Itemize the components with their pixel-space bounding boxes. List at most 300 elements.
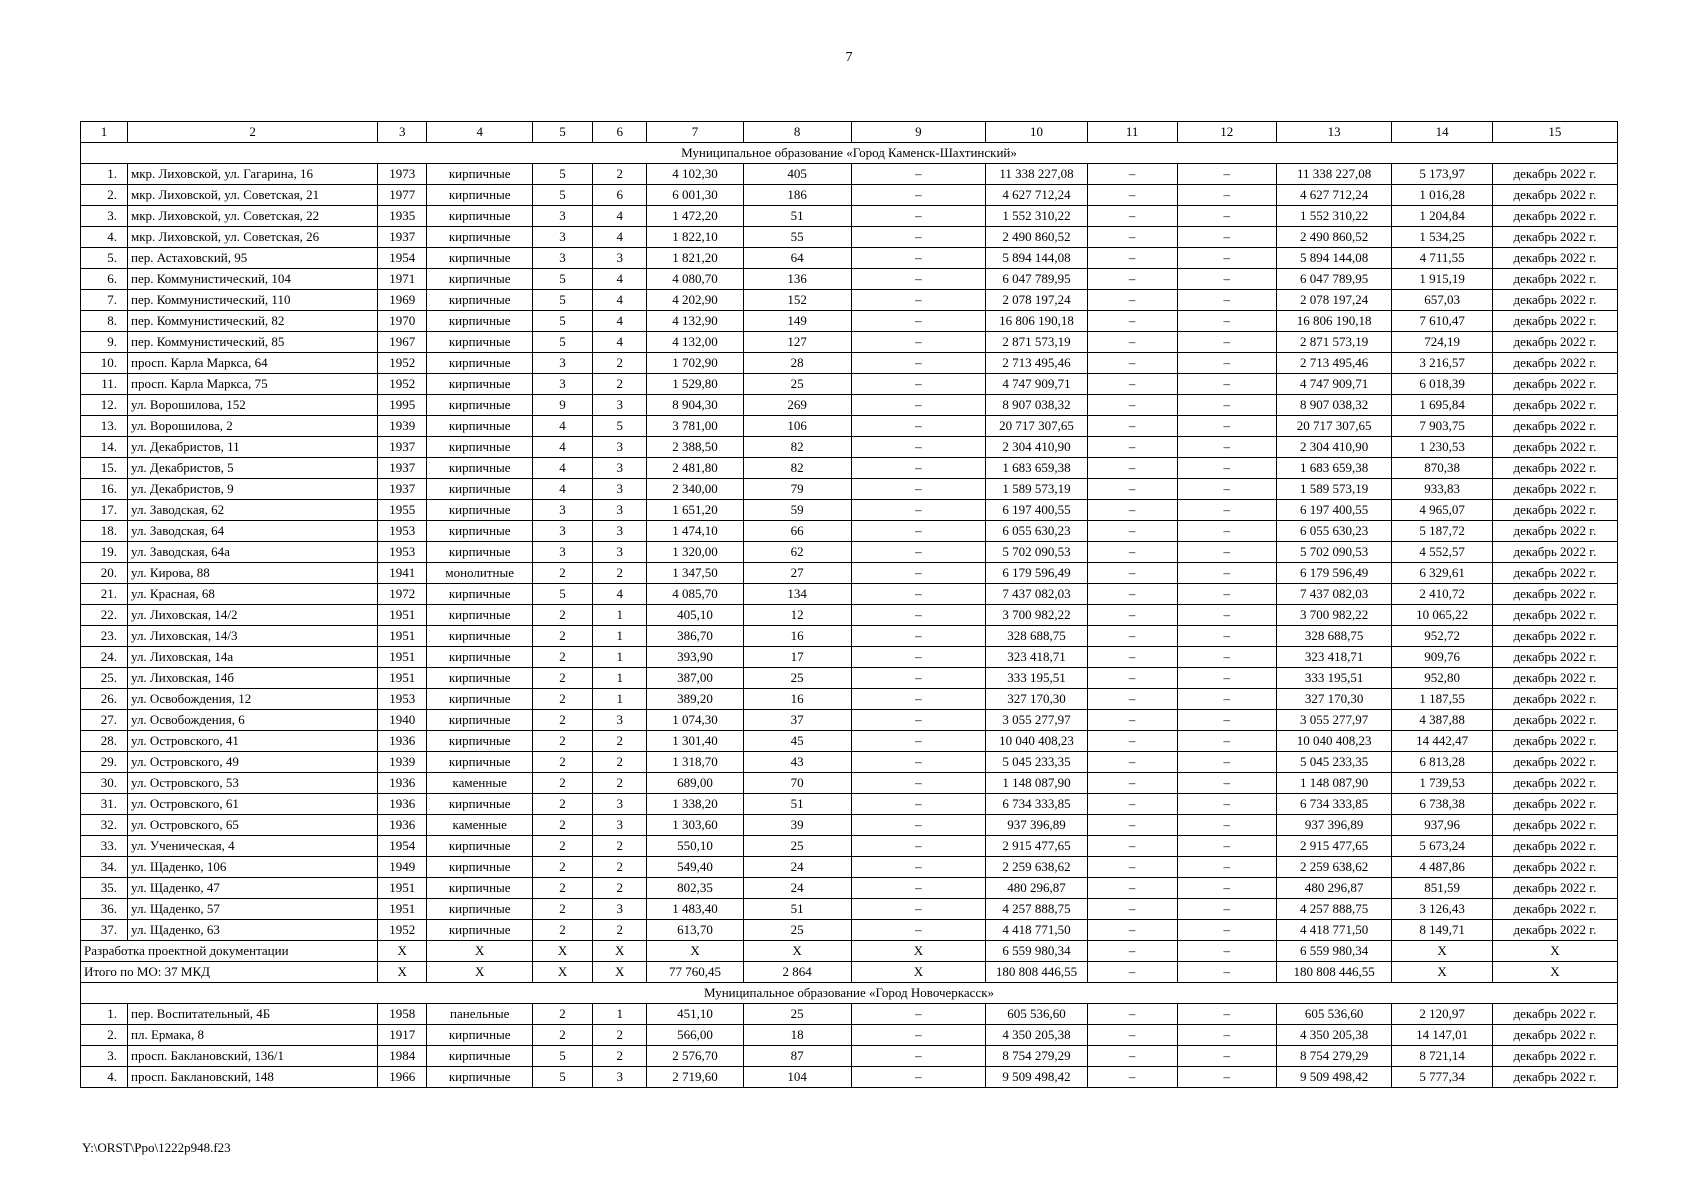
table-cell: 5	[533, 1046, 593, 1067]
table-cell: 1966	[378, 1067, 427, 1088]
table-cell: 25	[743, 668, 851, 689]
table-row	[81, 332, 1618, 353]
table-row	[81, 542, 1618, 563]
table-cell: 3.	[81, 1046, 128, 1067]
table-cell: –	[1087, 416, 1177, 437]
table-cell: –	[1087, 815, 1177, 836]
table-cell: 10 040 408,23	[1276, 731, 1391, 752]
table-cell: 5	[592, 416, 647, 437]
table-row	[81, 248, 1618, 269]
table-cell: пер. Воспитательный, 4Б	[128, 1004, 378, 1025]
table-cell: 6 813,28	[1392, 752, 1492, 773]
table-cell: кирпичные	[427, 584, 533, 605]
table-cell: 5 045 233,35	[1276, 752, 1391, 773]
table-cell: 2 490 860,52	[986, 227, 1088, 248]
column-number: 11	[1087, 122, 1177, 143]
table-cell: 1937	[378, 458, 427, 479]
column-number: 9	[851, 122, 986, 143]
table-cell: 13.	[81, 416, 128, 437]
table-cell: 22.	[81, 605, 128, 626]
table-cell: декабрь 2022 г.	[1492, 311, 1617, 332]
table-cell: –	[1177, 311, 1276, 332]
table-cell: –	[1177, 206, 1276, 227]
table-cell: 657,03	[1392, 290, 1492, 311]
table-cell: –	[1177, 332, 1276, 353]
table-cell: декабрь 2022 г.	[1492, 395, 1617, 416]
table-cell: 1955	[378, 500, 427, 521]
table-cell: –	[1177, 815, 1276, 836]
table-cell: –	[1087, 269, 1177, 290]
table-cell: 8 904,30	[647, 395, 743, 416]
table-cell: –	[1087, 227, 1177, 248]
table-cell: 134	[743, 584, 851, 605]
table-cell: –	[851, 206, 986, 227]
table-cell: 327 170,30	[986, 689, 1088, 710]
table-cell: 16.	[81, 479, 128, 500]
table-cell: X	[378, 962, 427, 983]
table-cell: 1 483,40	[647, 899, 743, 920]
table-cell: кирпичные	[427, 857, 533, 878]
table-cell: декабрь 2022 г.	[1492, 626, 1617, 647]
table-cell: –	[851, 374, 986, 395]
table-cell: 6 179 596,49	[1276, 563, 1391, 584]
table-cell: 2	[533, 773, 593, 794]
table-cell: 2	[533, 920, 593, 941]
table-cell: 15.	[81, 458, 128, 479]
table-cell: 6 734 333,85	[986, 794, 1088, 815]
table-cell: кирпичные	[427, 752, 533, 773]
table-cell: –	[1177, 1067, 1276, 1088]
table-cell: –	[851, 1067, 986, 1088]
table-cell: 1995	[378, 395, 427, 416]
table-cell: пер. Астаховский, 95	[128, 248, 378, 269]
table-row	[81, 584, 1618, 605]
table-cell: 5	[533, 1067, 593, 1088]
table-cell: 1936	[378, 773, 427, 794]
table-cell: 1 474,10	[647, 521, 743, 542]
table-cell: 1 187,55	[1392, 689, 1492, 710]
table-cell: кирпичные	[427, 542, 533, 563]
table-cell: 1 683 659,38	[986, 458, 1088, 479]
table-cell: –	[1087, 584, 1177, 605]
table-cell: –	[851, 437, 986, 458]
table-cell: –	[1087, 353, 1177, 374]
table-cell: 1941	[378, 563, 427, 584]
table-cell: 2	[592, 731, 647, 752]
table-cell: 3	[533, 500, 593, 521]
table-cell: 2	[533, 563, 593, 584]
table-cell: X	[647, 941, 743, 962]
table-cell: 2 259 638,62	[986, 857, 1088, 878]
table-cell: –	[1087, 521, 1177, 542]
table-cell: пер. Коммунистический, 110	[128, 290, 378, 311]
table-cell: 27	[743, 563, 851, 584]
table-cell: 7 610,47	[1392, 311, 1492, 332]
table-cell: 6 197 400,55	[1276, 500, 1391, 521]
table-cell: 24.	[81, 647, 128, 668]
table-cell: 1953	[378, 542, 427, 563]
table-cell: 6 001,30	[647, 185, 743, 206]
table-cell: 2	[533, 1004, 593, 1025]
table-cell: 5	[533, 269, 593, 290]
table-cell: –	[851, 542, 986, 563]
table-cell: 5 894 144,08	[1276, 248, 1391, 269]
table-cell: 2 864	[743, 962, 851, 983]
table-cell: 25	[743, 374, 851, 395]
table-cell: –	[1177, 878, 1276, 899]
table-cell: 933,83	[1392, 479, 1492, 500]
table-cell: декабрь 2022 г.	[1492, 920, 1617, 941]
table-cell: ул. Декабристов, 9	[128, 479, 378, 500]
table-cell: –	[851, 920, 986, 941]
table-cell: 37	[743, 710, 851, 731]
table-cell: 1 651,20	[647, 500, 743, 521]
table-cell: 1952	[378, 374, 427, 395]
table-cell: 3	[592, 395, 647, 416]
table-cell: X	[1392, 941, 1492, 962]
table-cell: 16 806 190,18	[986, 311, 1088, 332]
table-cell: 77 760,45	[647, 962, 743, 983]
table-cell: 28	[743, 353, 851, 374]
table-cell: 1936	[378, 731, 427, 752]
table-cell: 2	[533, 899, 593, 920]
table-cell: кирпичные	[427, 878, 533, 899]
table-cell: 51	[743, 794, 851, 815]
table-cell: 2	[592, 353, 647, 374]
table-cell: просп. Карла Маркса, 75	[128, 374, 378, 395]
table-cell: –	[851, 1004, 986, 1025]
table-cell: 4 711,55	[1392, 248, 1492, 269]
table-cell: 1951	[378, 605, 427, 626]
table-row	[81, 521, 1618, 542]
table-cell: 1 320,00	[647, 542, 743, 563]
table-cell: 26.	[81, 689, 128, 710]
table-cell: кирпичные	[427, 227, 533, 248]
table-cell: 2	[533, 605, 593, 626]
table-cell: 23.	[81, 626, 128, 647]
table-row	[81, 269, 1618, 290]
table-cell: 106	[743, 416, 851, 437]
table-cell: 5	[533, 584, 593, 605]
table-cell: 20.	[81, 563, 128, 584]
table-cell: 20 717 307,65	[986, 416, 1088, 437]
table-cell: декабрь 2022 г.	[1492, 1067, 1617, 1088]
table-cell: –	[1087, 626, 1177, 647]
table-cell: 180 808 446,55	[986, 962, 1088, 983]
table-cell: –	[851, 647, 986, 668]
table-cell: 405,10	[647, 605, 743, 626]
table-cell: 1935	[378, 206, 427, 227]
table-cell: 62	[743, 542, 851, 563]
table-cell: 5	[533, 164, 593, 185]
table-cell: –	[1087, 290, 1177, 311]
table-cell: пер. Коммунистический, 82	[128, 311, 378, 332]
table-cell: 1937	[378, 227, 427, 248]
table-cell: 3	[592, 794, 647, 815]
table-cell: –	[851, 878, 986, 899]
column-number: 13	[1276, 122, 1391, 143]
table-cell: 1951	[378, 668, 427, 689]
table-cell: 1951	[378, 899, 427, 920]
table-cell: 1951	[378, 647, 427, 668]
table-cell: 1936	[378, 794, 427, 815]
table-cell: 2	[592, 1046, 647, 1067]
table-cell: 29.	[81, 752, 128, 773]
table-cell: кирпичные	[427, 395, 533, 416]
table-cell: 2	[592, 920, 647, 941]
table-cell: –	[1087, 311, 1177, 332]
table-cell: кирпичные	[427, 479, 533, 500]
table-cell: 25	[743, 1004, 851, 1025]
section-title-row	[81, 143, 1618, 164]
table-row	[81, 500, 1618, 521]
table-cell: 136	[743, 269, 851, 290]
column-number: 12	[1177, 122, 1276, 143]
table-row	[81, 752, 1618, 773]
table-cell: 4	[592, 584, 647, 605]
table-cell: 3	[533, 374, 593, 395]
table-cell: 2	[592, 563, 647, 584]
table-cell: 1970	[378, 311, 427, 332]
table-cell: 6 734 333,85	[1276, 794, 1391, 815]
table-cell: 43	[743, 752, 851, 773]
table-cell: кирпичные	[427, 164, 533, 185]
table-row	[81, 437, 1618, 458]
table-cell: 2 871 573,19	[1276, 332, 1391, 353]
table-cell: 2 078 197,24	[986, 290, 1088, 311]
table-cell: 1953	[378, 689, 427, 710]
table-cell: –	[851, 584, 986, 605]
page-number: 7	[845, 50, 853, 65]
table-cell: 1951	[378, 878, 427, 899]
table-cell: –	[851, 668, 986, 689]
table-cell: 2 304 410,90	[986, 437, 1088, 458]
table-cell: 5 673,24	[1392, 836, 1492, 857]
table-cell: просп. Баклановский, 136/1	[128, 1046, 378, 1067]
table-cell: ул. Лиховская, 14/2	[128, 605, 378, 626]
table-cell: 2 340,00	[647, 479, 743, 500]
table-cell: 2	[533, 836, 593, 857]
table-cell: декабрь 2022 г.	[1492, 878, 1617, 899]
table-cell: 2	[533, 668, 593, 689]
table-cell: декабрь 2022 г.	[1492, 479, 1617, 500]
table-cell: 937 396,89	[1276, 815, 1391, 836]
table-cell: 1 347,50	[647, 563, 743, 584]
table-cell: 18	[743, 1025, 851, 1046]
table-cell: декабрь 2022 г.	[1492, 227, 1617, 248]
table-cell: 4 257 888,75	[1276, 899, 1391, 920]
table-cell: –	[1177, 668, 1276, 689]
table-cell: 1967	[378, 332, 427, 353]
table-cell: пл. Ермака, 8	[128, 1025, 378, 1046]
table-row	[81, 164, 1618, 185]
table-cell: 28.	[81, 731, 128, 752]
table-row	[81, 311, 1618, 332]
table-cell: 952,80	[1392, 668, 1492, 689]
table-cell: 550,10	[647, 836, 743, 857]
table-cell: 1 074,30	[647, 710, 743, 731]
table-row	[81, 458, 1618, 479]
table-cell: декабрь 2022 г.	[1492, 857, 1617, 878]
table-cell: 2 713 495,46	[1276, 353, 1391, 374]
table-cell: 2	[533, 710, 593, 731]
table-cell: 5	[533, 311, 593, 332]
table-cell: мкр. Лиховской, ул. Советская, 26	[128, 227, 378, 248]
table-cell: 2 915 477,65	[986, 836, 1088, 857]
table-cell: 1 683 659,38	[1276, 458, 1391, 479]
table-cell: 9	[533, 395, 593, 416]
table-cell: 8 907 038,32	[986, 395, 1088, 416]
table-cell: 3	[592, 458, 647, 479]
table-cell: –	[1177, 521, 1276, 542]
table-cell: 17.	[81, 500, 128, 521]
table-cell: 937 396,89	[986, 815, 1088, 836]
table-row	[81, 626, 1618, 647]
table-cell: 5	[533, 290, 593, 311]
table-cell: ул. Кирова, 88	[128, 563, 378, 584]
table-cell: кирпичные	[427, 710, 533, 731]
table-cell: 3	[592, 500, 647, 521]
table-cell: 5 173,97	[1392, 164, 1492, 185]
table-cell: –	[1177, 836, 1276, 857]
table-cell: 1977	[378, 185, 427, 206]
table-row	[81, 1004, 1618, 1025]
table-cell: –	[851, 458, 986, 479]
table-row	[81, 479, 1618, 500]
table-cell: ул. Островского, 65	[128, 815, 378, 836]
table-cell: 2 713 495,46	[986, 353, 1088, 374]
table-cell: 87	[743, 1046, 851, 1067]
table-cell: кирпичные	[427, 500, 533, 521]
table-cell: 2	[533, 626, 593, 647]
table-cell: 5	[533, 185, 593, 206]
table-cell: 2 259 638,62	[1276, 857, 1391, 878]
table-cell: 1937	[378, 479, 427, 500]
table-cell: 20 717 307,65	[1276, 416, 1391, 437]
table-cell: 4	[533, 416, 593, 437]
table-cell: панельные	[427, 1004, 533, 1025]
table-cell: 1 148 087,90	[1276, 773, 1391, 794]
table-row	[81, 668, 1618, 689]
table-cell: 8 754 279,29	[986, 1046, 1088, 1067]
table-cell: 11 338 227,08	[986, 164, 1088, 185]
table-cell: ул. Островского, 61	[128, 794, 378, 815]
table-cell: 4	[592, 227, 647, 248]
table-cell: ул. Заводская, 64а	[128, 542, 378, 563]
table-cell: 1 695,84	[1392, 395, 1492, 416]
table-cell: 6 055 630,23	[1276, 521, 1391, 542]
table-cell: 9 509 498,42	[986, 1067, 1088, 1088]
table-cell: декабрь 2022 г.	[1492, 374, 1617, 395]
table-cell: 104	[743, 1067, 851, 1088]
table-cell: кирпичные	[427, 290, 533, 311]
table-cell: 25	[743, 920, 851, 941]
table-cell: 851,59	[1392, 878, 1492, 899]
table-cell: 1 303,60	[647, 815, 743, 836]
table-cell: 6 047 789,95	[986, 269, 1088, 290]
table-cell: X	[851, 962, 986, 983]
table-cell: декабрь 2022 г.	[1492, 332, 1617, 353]
table-cell: кирпичные	[427, 332, 533, 353]
table-cell: 333 195,51	[1276, 668, 1391, 689]
table-cell: 7 903,75	[1392, 416, 1492, 437]
table-cell: –	[1087, 710, 1177, 731]
table-cell: ул. Красная, 68	[128, 584, 378, 605]
column-number: 8	[743, 122, 851, 143]
table-cell: декабрь 2022 г.	[1492, 710, 1617, 731]
table-cell: 2 410,72	[1392, 584, 1492, 605]
table-cell: –	[1087, 395, 1177, 416]
table-cell: 4 747 909,71	[986, 374, 1088, 395]
table-cell: –	[851, 311, 986, 332]
table-cell: 3 216,57	[1392, 353, 1492, 374]
table-cell: 1.	[81, 1004, 128, 1025]
table-cell: 3	[592, 542, 647, 563]
table-cell: –	[851, 227, 986, 248]
table-row	[81, 605, 1618, 626]
table-cell: 5 045 233,35	[986, 752, 1088, 773]
table-cell: –	[1087, 479, 1177, 500]
table-cell: –	[1087, 437, 1177, 458]
table-cell: декабрь 2022 г.	[1492, 563, 1617, 584]
table-cell: X	[533, 962, 593, 983]
table-cell: ул. Лиховская, 14б	[128, 668, 378, 689]
table-cell: ул. Ворошилова, 2	[128, 416, 378, 437]
table-cell: кирпичные	[427, 521, 533, 542]
table-cell: 2	[592, 1025, 647, 1046]
table-cell: 4 627 712,24	[1276, 185, 1391, 206]
table-cell: 1939	[378, 416, 427, 437]
table-cell: –	[1177, 962, 1276, 983]
table-cell: 4 257 888,75	[986, 899, 1088, 920]
table-cell: –	[1087, 689, 1177, 710]
table-cell: декабрь 2022 г.	[1492, 1046, 1617, 1067]
table-cell: –	[1177, 185, 1276, 206]
table-cell: –	[1177, 710, 1276, 731]
table-cell: 30.	[81, 773, 128, 794]
table-cell: 480 296,87	[986, 878, 1088, 899]
table-cell: 186	[743, 185, 851, 206]
table-cell: 2 481,80	[647, 458, 743, 479]
table-cell: 6 329,61	[1392, 563, 1492, 584]
table-cell: 2	[533, 1025, 593, 1046]
table-cell: 4 085,70	[647, 584, 743, 605]
table-cell: декабрь 2022 г.	[1492, 815, 1617, 836]
table-cell: 7.	[81, 290, 128, 311]
table-cell: 4	[592, 311, 647, 332]
table-cell: 2 078 197,24	[1276, 290, 1391, 311]
table-cell: кирпичные	[427, 731, 533, 752]
table-cell: мкр. Лиховской, ул. Советская, 21	[128, 185, 378, 206]
table-cell: –	[851, 1046, 986, 1067]
table-cell: 1 739,53	[1392, 773, 1492, 794]
table-cell: кирпичные	[427, 647, 533, 668]
table-cell: 51	[743, 206, 851, 227]
table-cell: ул. Островского, 41	[128, 731, 378, 752]
table-cell: 3	[592, 521, 647, 542]
table-cell: –	[1177, 647, 1276, 668]
table-cell: 25	[743, 836, 851, 857]
table-cell: 802,35	[647, 878, 743, 899]
table-cell: 79	[743, 479, 851, 500]
table-cell: 127	[743, 332, 851, 353]
table-cell: 14.	[81, 437, 128, 458]
summary-row	[81, 941, 1618, 962]
table-cell: 605 536,60	[1276, 1004, 1391, 1025]
table-cell: 952,72	[1392, 626, 1492, 647]
section-title-row	[81, 983, 1618, 1004]
table-cell: X	[592, 941, 647, 962]
